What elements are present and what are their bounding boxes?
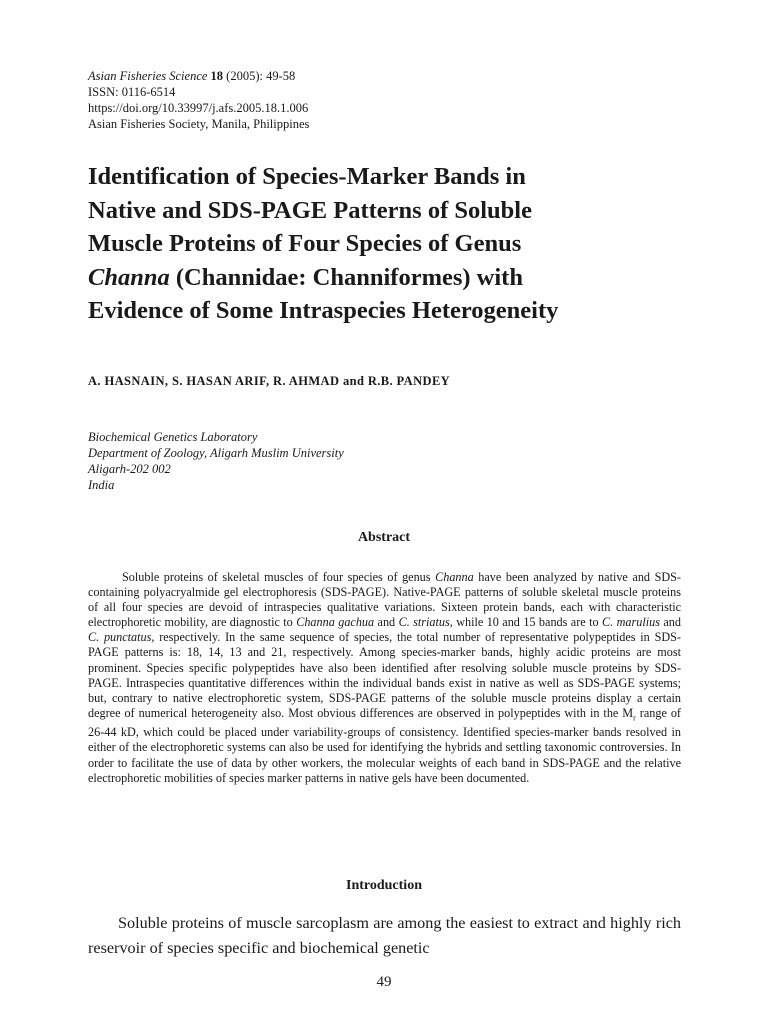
abstract-italic: C. marulius bbox=[602, 615, 660, 630]
doi-link[interactable]: https://doi.org/10.33997/j.afs.2005.18.1.006 bbox=[88, 101, 309, 115]
abstract-body bbox=[88, 570, 681, 786]
abstract-italic: C. striatus bbox=[398, 615, 450, 630]
title-genus: Channa bbox=[88, 263, 170, 291]
affiliation-lab: Biochemical Genetics Laboratory bbox=[88, 430, 258, 444]
abstract-paragraph bbox=[88, 570, 681, 786]
abstract-text: , while 10 and 15 bands are to bbox=[449, 615, 602, 630]
title-line-2: Native and SDS-PAGE Patterns of Soluble bbox=[88, 196, 532, 224]
abstract-text: range of 26-44 kD, which could be placed under variability-groups of consistency. Identified species-marker bands resolved in either of the electrophoretic systems can also be used for identifying the hybrids and settling taxonomic controversies. In order to facilitate the use of data by other workers, the molecular weights of each band in SDS-PAGE and the relative electrophoretic mobilities of species marker patterns in native gels have been documented. bbox=[88, 705, 681, 785]
affiliation-department: Department of Zoology, Aligarh Muslim University bbox=[88, 446, 344, 460]
abstract-text: have been analyzed by native and SDS-containing polyacryalmide gel electrophoresis (SDS-PAGE). Native-PAGE patterns of soluble skeletal muscle proteins of all four species are devoid of intraspecies qualitative variations. Sixteen protein bands, each with characteristic electrophoretic mobility, are diagnostic to bbox=[88, 570, 681, 630]
abstract-text: Soluble proteins of skeletal muscles of four species of genus bbox=[122, 570, 436, 584]
volume-number: 18 bbox=[210, 69, 224, 83]
page-number: 49 bbox=[376, 974, 392, 990]
title-line-3: Muscle Proteins of Four Species of Genus bbox=[88, 230, 522, 257]
introduction-heading: Introduction bbox=[346, 878, 422, 893]
paper-title bbox=[88, 160, 688, 328]
abstract-text: , respectively. In the same sequence of species, the total number of representative polypeptides in SDS-PAGE patterns is: 18, 14, 13 and 21, respectively. Among species-marker bands, highly acidic proteins are most prominent. Species specific polypeptides have also been identified after resolving soluble muscle proteins by SDS-PAGE. Intraspecies quantitative differences within the individual bands exist in native as well as SDS-PAGE systems; but, contrary to native electrophoretic system, SDS-PAGE patterns of the soluble muscle proteins display a certain degree of numerical heterogeneity also. Most obvious differences are observed in polypeptides with in the M bbox=[88, 630, 681, 720]
affiliation bbox=[88, 429, 344, 493]
journal-header bbox=[88, 68, 309, 132]
affiliation-city: Aligarh-202 002 bbox=[88, 462, 171, 476]
year-pages: (2005): 49-58 bbox=[226, 69, 296, 83]
abstract-heading: Abstract bbox=[357, 530, 411, 545]
introduction-paragraph: Soluble proteins of muscle sarcoplasm are among the easiest to extract and highly rich reservoir of species specific and biochemical genetic bbox=[88, 914, 681, 957]
abstract-subscript: r bbox=[633, 713, 636, 723]
citation-line bbox=[88, 68, 309, 84]
issn: ISSN: 0116-6514 bbox=[88, 85, 176, 99]
society: Asian Fisheries Society, Manila, Philippines bbox=[88, 117, 310, 131]
introduction-body bbox=[88, 911, 681, 961]
title-line-1: Identification of Species-Marker Bands in bbox=[88, 163, 526, 190]
abstract-text: and bbox=[659, 615, 681, 630]
journal-name: Asian Fisheries Science bbox=[88, 69, 208, 83]
affiliation-country: India bbox=[88, 478, 115, 492]
author-list: A. HASNAIN, S. HASAN ARIF, R. AHMAD and R.B. PANDEY bbox=[88, 374, 451, 388]
abstract-text: and bbox=[374, 615, 399, 630]
abstract-italic: Channa bbox=[435, 570, 474, 584]
title-line-4 bbox=[88, 261, 688, 295]
title-line-4-rest: (Channidae: Channiformes) with bbox=[169, 263, 523, 291]
title-line-5: Evidence of Some Intraspecies Heterogeneity bbox=[88, 297, 559, 324]
abstract-italic: C. punctatus bbox=[88, 630, 152, 645]
abstract-italic: Channa gachua bbox=[296, 615, 375, 630]
